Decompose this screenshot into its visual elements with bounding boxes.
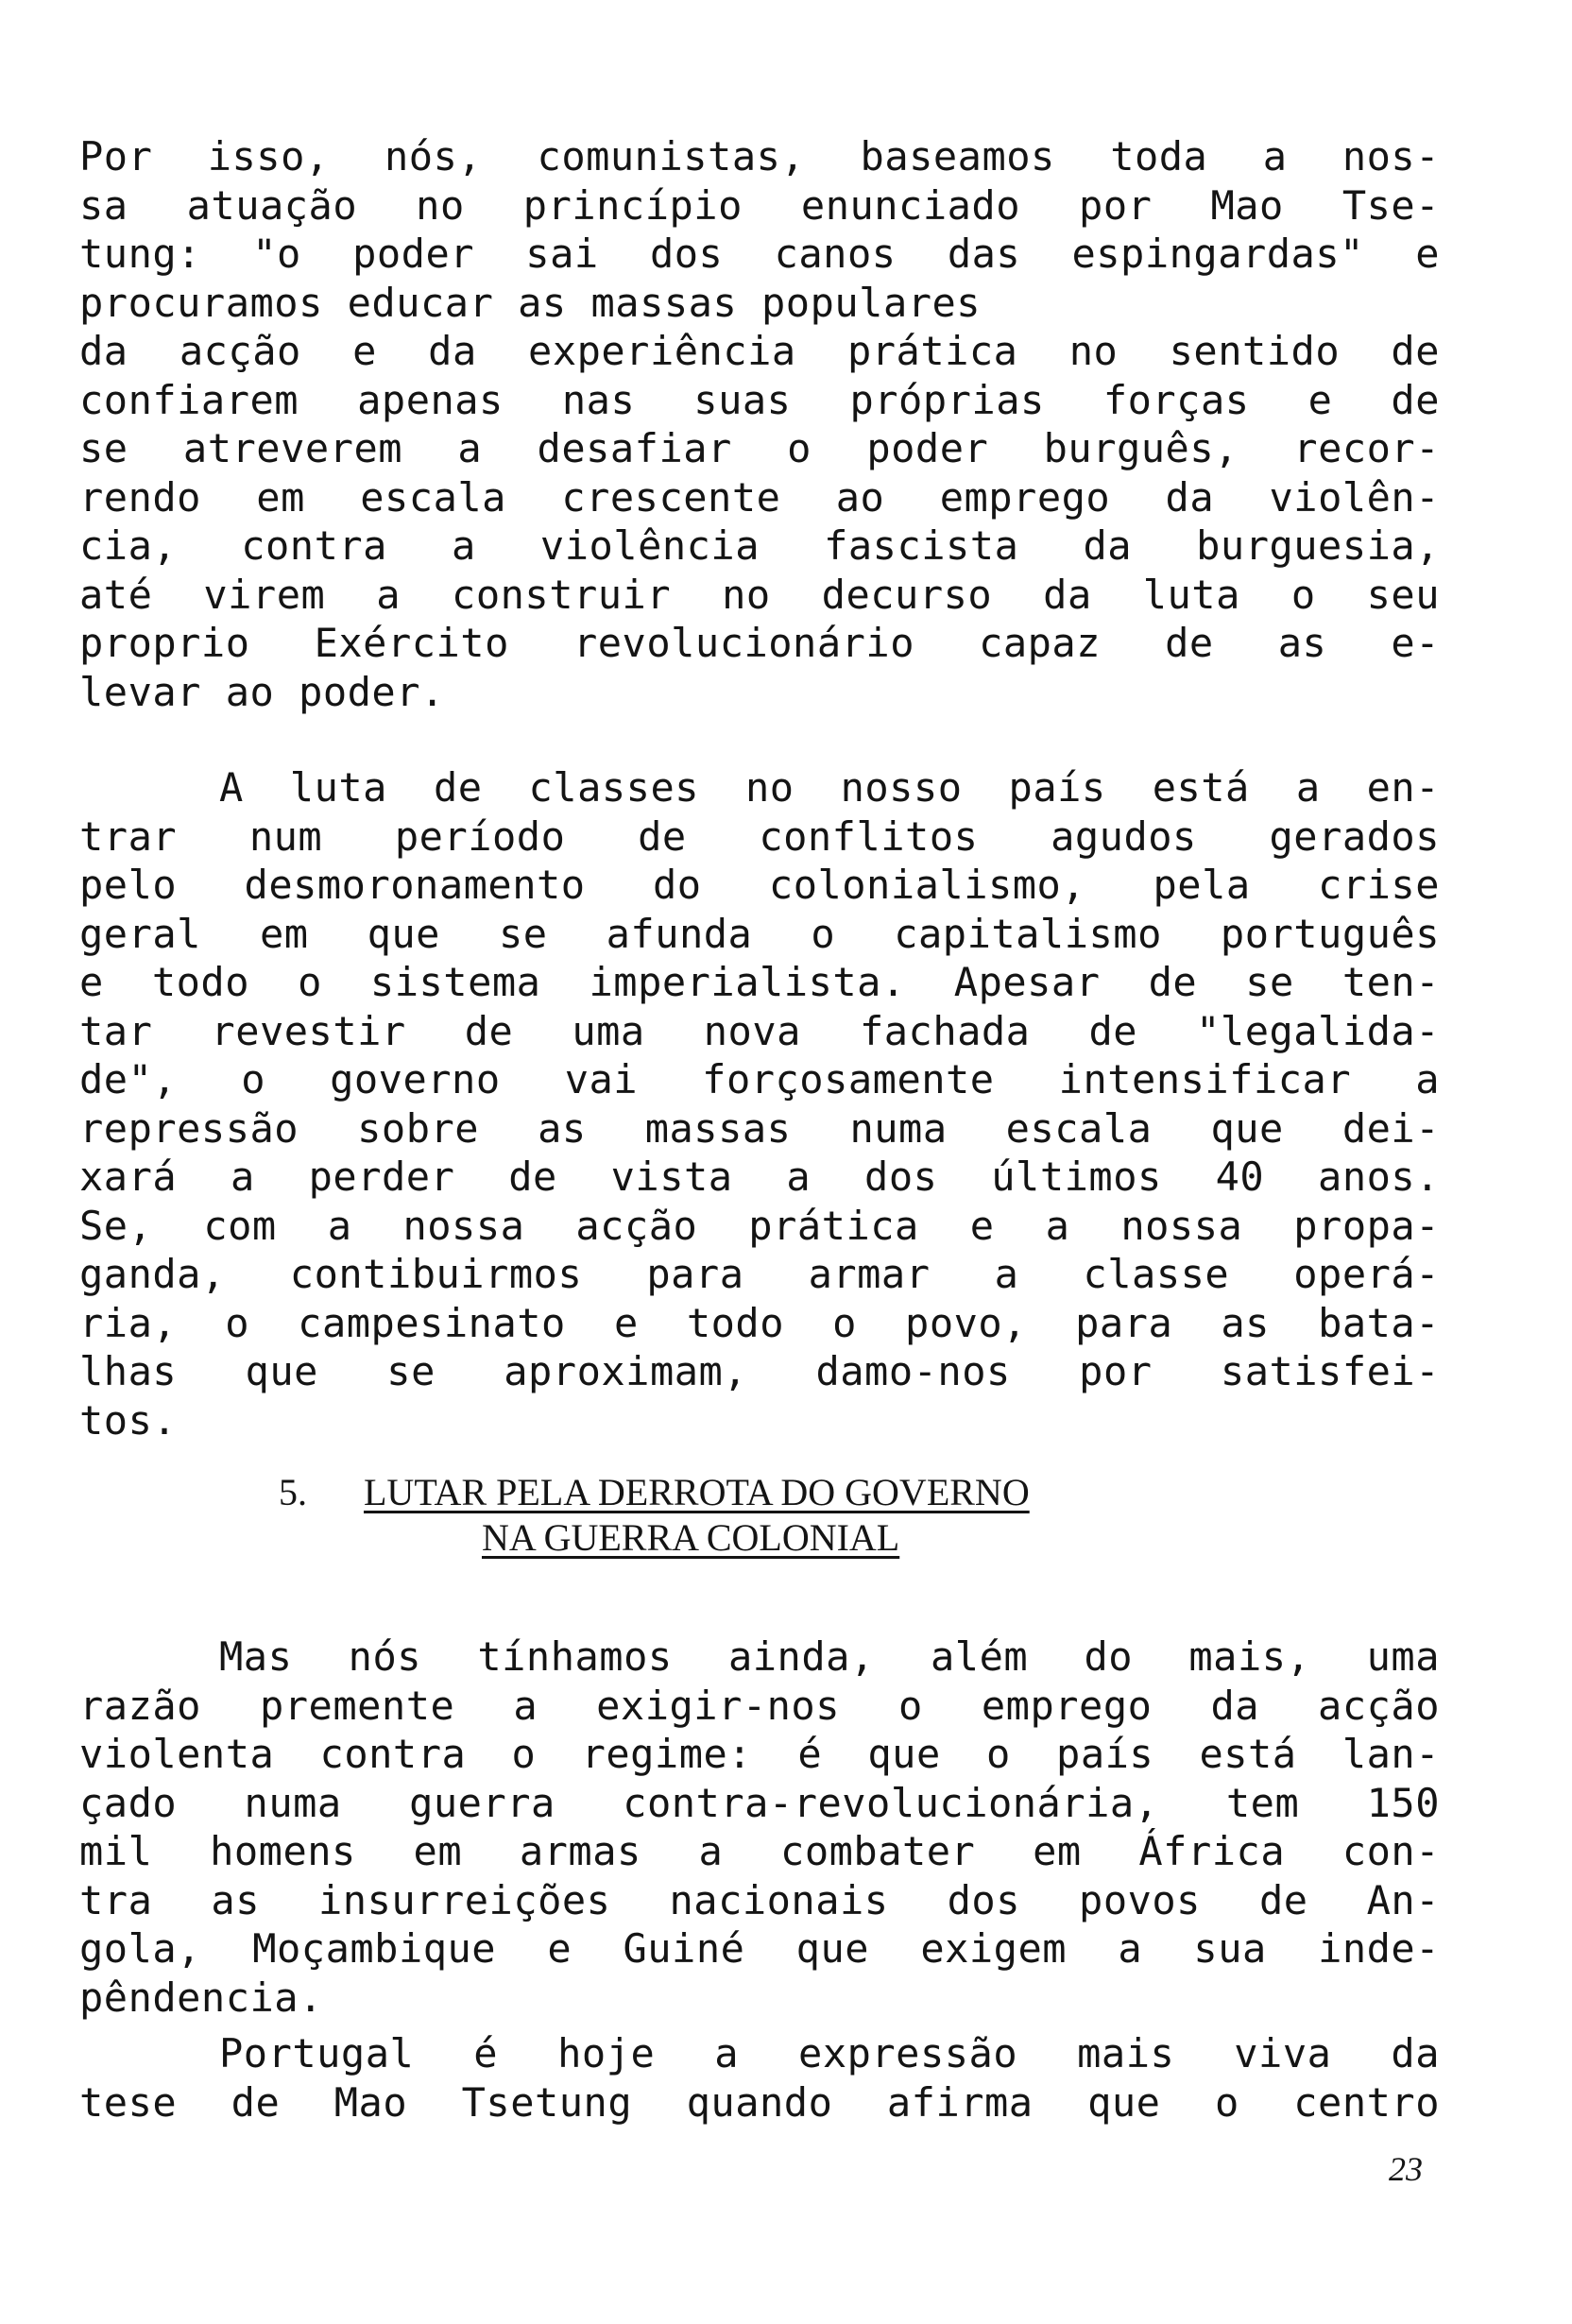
- page-number: 23: [1389, 2150, 1423, 2188]
- paragraph-4: [79, 2029, 1440, 2127]
- section-title-line-1: LUTAR PELA DERROTA DO GOVERNO: [364, 1471, 1030, 1513]
- text-line: de", o governo vai forçosamente intensificar a: [79, 1056, 1440, 1102]
- text-line: sa atuação no princípio enunciado por Mao Tse-: [79, 181, 1440, 229]
- text-line: repressão sobre as massas numa escala que dei-: [79, 1104, 1440, 1152]
- text-line: Por isso, nós, comunistas, baseamos toda a nos-: [79, 133, 1440, 179]
- text-line: tos.: [79, 1396, 178, 1444]
- section-number: 5.: [279, 1471, 307, 1513]
- text-line: Se, com a nossa acção prática e a nossa propa-: [79, 1202, 1440, 1249]
- text-line: rendo em escala crescente ao emprego da violên-: [79, 473, 1440, 521]
- text-line: tra as insurreições nacionais dos povos de An-: [79, 1876, 1440, 1923]
- text-line: proprio Exército revolucionário capaz de as e-: [79, 620, 1440, 666]
- text-line: tese de Mao Tsetung quando afirma que o centro: [79, 2078, 1440, 2126]
- text-line: gola, Moçambique e Guiné que exigem a sua inde-: [79, 1925, 1440, 1972]
- text-line: ria, o campesinato e todo o povo, para as bata-: [79, 1299, 1440, 1346]
- text-line: mil homens em armas a combater em África con-: [79, 1828, 1440, 1874]
- text-line: tar revestir de uma nova fachada de "legalida-: [79, 1007, 1440, 1054]
- text-line: da acção e da experiência prática no sentido de: [79, 328, 1440, 374]
- text-line: Mas nós tínhamos ainda, além do mais, uma: [219, 1633, 1440, 1680]
- text-line: A luta de classes no nosso país está a en-: [219, 764, 1440, 811]
- text-line: pêndencia.: [79, 1974, 323, 2021]
- text-line: e todo o sistema imperialista. Apesar de se ten-: [79, 959, 1440, 1005]
- text-line: violenta contra o regime: é que o país está lan-: [79, 1731, 1440, 1777]
- text-line: procuramos educar as massas populares: [79, 279, 982, 326]
- paragraph-1: [79, 132, 1440, 716]
- text-line: confiarem apenas nas suas próprias forças e de: [79, 376, 1440, 423]
- text-line: geral em que se afunda o capitalismo português: [79, 910, 1440, 957]
- text-line: cia, contra a violência fascista da burguesia,: [79, 522, 1440, 569]
- text-line: çado numa guerra contra-revolucionária, tem 150: [79, 1779, 1440, 1826]
- text-line: até virem a construir no decurso da luta o seu: [79, 571, 1440, 618]
- paragraph-2: [79, 763, 1440, 1444]
- text-line: tung: "o poder sai dos canos das espingardas" e: [79, 231, 1440, 277]
- text-line: se atreverem a desafiar o poder burguês, recor-: [79, 425, 1440, 471]
- text-line: razão premente a exigir-nos o emprego da acção: [79, 1682, 1440, 1729]
- text-line: pelo desmoronamento do colonialismo, pela crise: [79, 862, 1440, 908]
- paragraph-3: [79, 1632, 1440, 2022]
- text-line: trar num período de conflitos agudos gerados: [79, 812, 1440, 860]
- text-line: Portugal é hoje a expressão mais viva da: [219, 2030, 1440, 2076]
- text-line: levar ao poder.: [79, 668, 445, 715]
- text-line: ganda, contibuirmos para armar a classe operá-: [79, 1251, 1440, 1297]
- section-title-line-2: NA GUERRA COLONIAL: [482, 1516, 900, 1559]
- text-line: xará a perder de vista a dos últimos 40 anos.: [79, 1153, 1440, 1200]
- text-line: lhas que se aproximam, damo-nos por satisfei-: [79, 1348, 1440, 1394]
